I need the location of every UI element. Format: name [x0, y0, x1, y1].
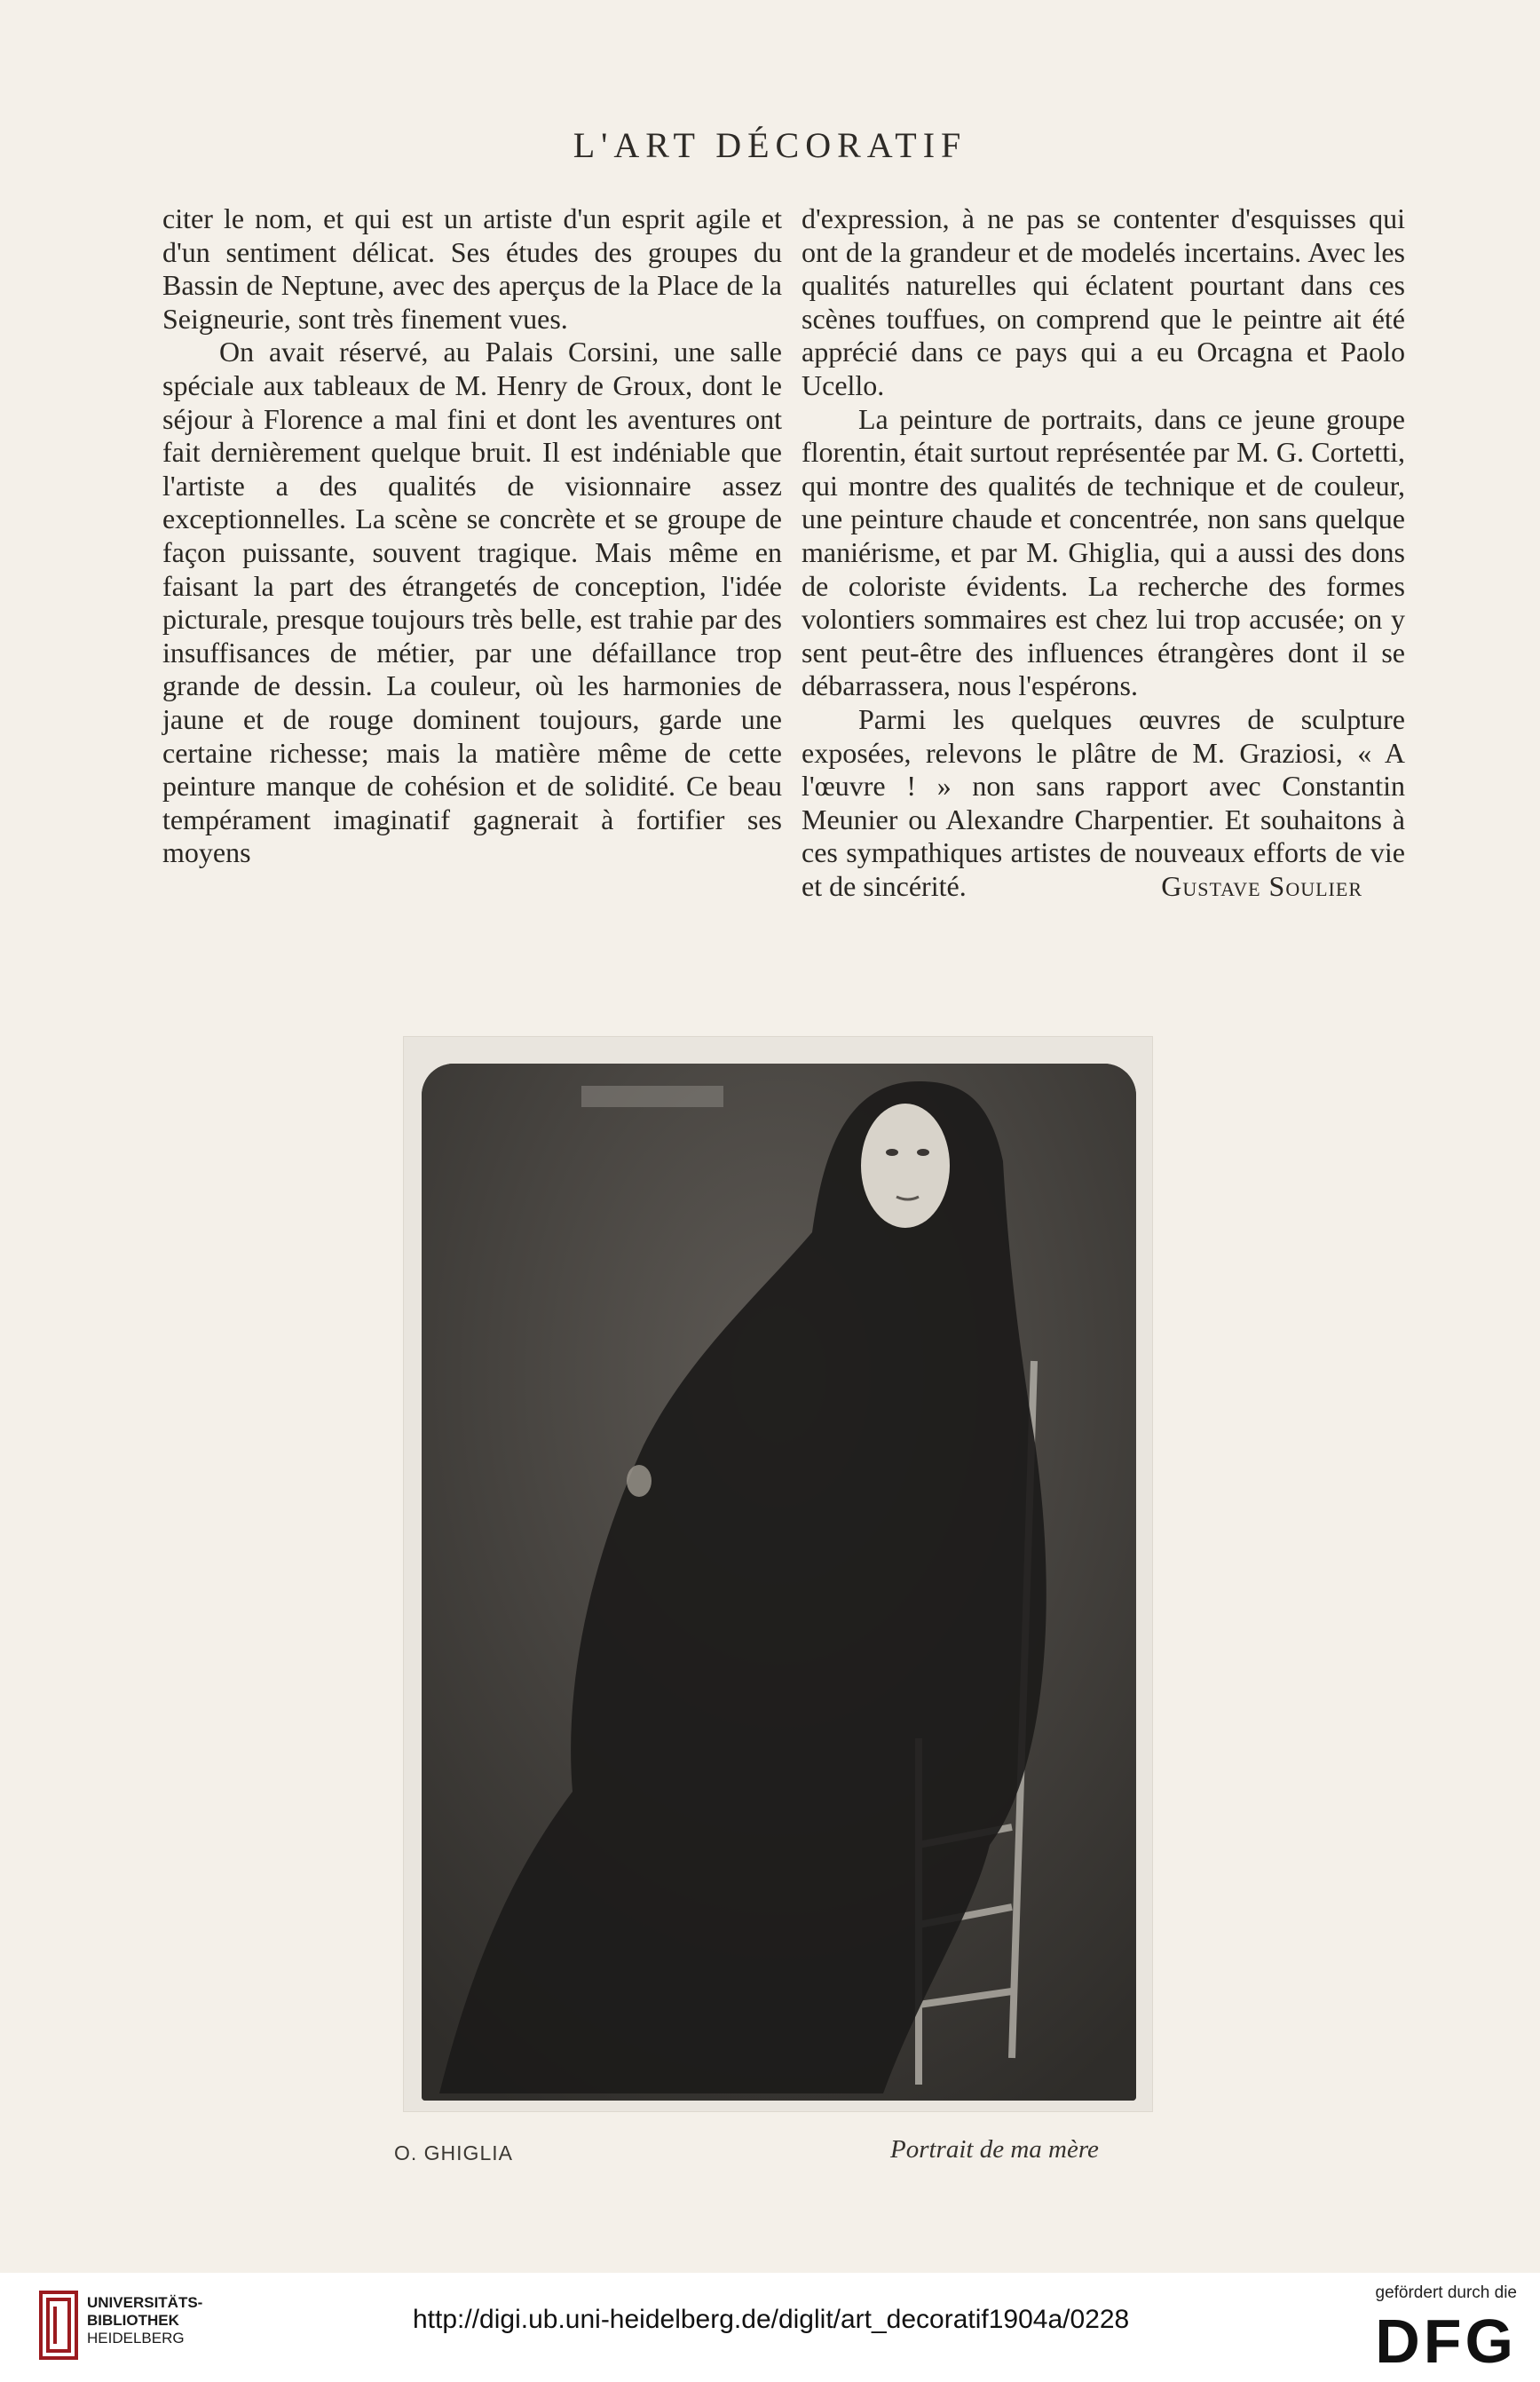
left-text-column [162, 202, 782, 870]
digitization-footer [0, 2273, 1540, 2382]
paragraph: citer le nom, et qui est un artiste d'un esprit agile et d'un sentiment délicat. Ses études des groupes du Bassin de Neptune, avec des aperçus de la Place de la Seigneurie, sont très finement vues. [162, 202, 782, 335]
library-name-line: BIBLIOTHEK [87, 2312, 179, 2329]
author-signature: Gustave Soulier [1161, 869, 1362, 902]
paragraph-text: Parmi les quelques œuvres de sculpture exposées, relevons le plâtre de M. Graziosi, « A l'œuvre ! » non sans rapport avec Constantin Meunier ou Alexandre Charpentier. Et souhaitons à ces sympathiques artistes de nouveaux efforts de vie et de sincérité. [802, 702, 1405, 902]
university-library-logo-icon [39, 2291, 80, 2360]
dfg-logo: DFG [1375, 2307, 1517, 2376]
source-url-link[interactable]: http://digi.ub.uni-heidelberg.de/diglit/art_decoratif1904a/0228 [413, 2305, 1130, 2334]
paragraph: La peinture de portraits, dans ce jeune groupe florentin, était surtout représentée par M. G. Cortetti, qui montre des qualités de technique et de couleur, une peinture chaude et concentrée, non sans quelque maniérisme, et par M. Ghiglia, qui a aussi des dons de coloriste évidents. La recherche des formes volontiers sommaires est chez lui trop accusée; on y sent peut-être des influences étrangères dont il se débarrassera, nous l'espérons. [802, 402, 1405, 702]
paragraph: d'expression, à ne pas se contenter d'esquisses qui ont de la grandeur et de modelés incertains. Avec les qualités naturelles qui éclatent pourtant dans ces scènes touffues, on comprend que le peintre ait été apprécié dans ce pays qui a eu Orcagna et Paolo Ucello. [802, 202, 1405, 401]
artwork-title-caption: Portrait de ma mère [890, 2135, 1099, 2164]
portrait-illustration [422, 1064, 1136, 2101]
library-name-line: UNIVERSITÄTS- [87, 2294, 203, 2311]
page-header: L'ART DÉCORATIF [573, 125, 967, 165]
funding-label: gefördert durch die [1375, 2283, 1517, 2302]
library-name [87, 2294, 202, 2347]
artist-caption: O. GHIGLIA [394, 2141, 513, 2164]
library-name-line: HEIDELBERG [87, 2330, 185, 2346]
portrait-plate [404, 1037, 1152, 2111]
paragraph [802, 703, 1405, 904]
paragraph: On avait réservé, au Palais Corsini, une salle spéciale aux tableaux de M. Henry de Groux, dont le séjour à Florence a mal fini et dont les aventures ont fait dernièrement quelque bruit. Il est indéniable que l'artiste a des qualités de visionnaire assez exceptionnelles. La scène se concrète et se groupe de façon puissante, souvent tragique. Mais même en faisant la part des étrangetés de conception, l'idée picturale, presque toujours très belle, est trahie par des insuffisances de métier, par une défaillance trop grande de dessin. La couleur, où les harmonies de jaune et de rouge dominent toujours, garde une certaine richesse; mais la matière même de cette peinture manque de cohésion et de solidité. Ce beau tempérament imaginatif gagnerait à fortifier ses moyens [162, 336, 782, 869]
portrait-painting [422, 1064, 1136, 2101]
right-text-column [802, 202, 1405, 903]
